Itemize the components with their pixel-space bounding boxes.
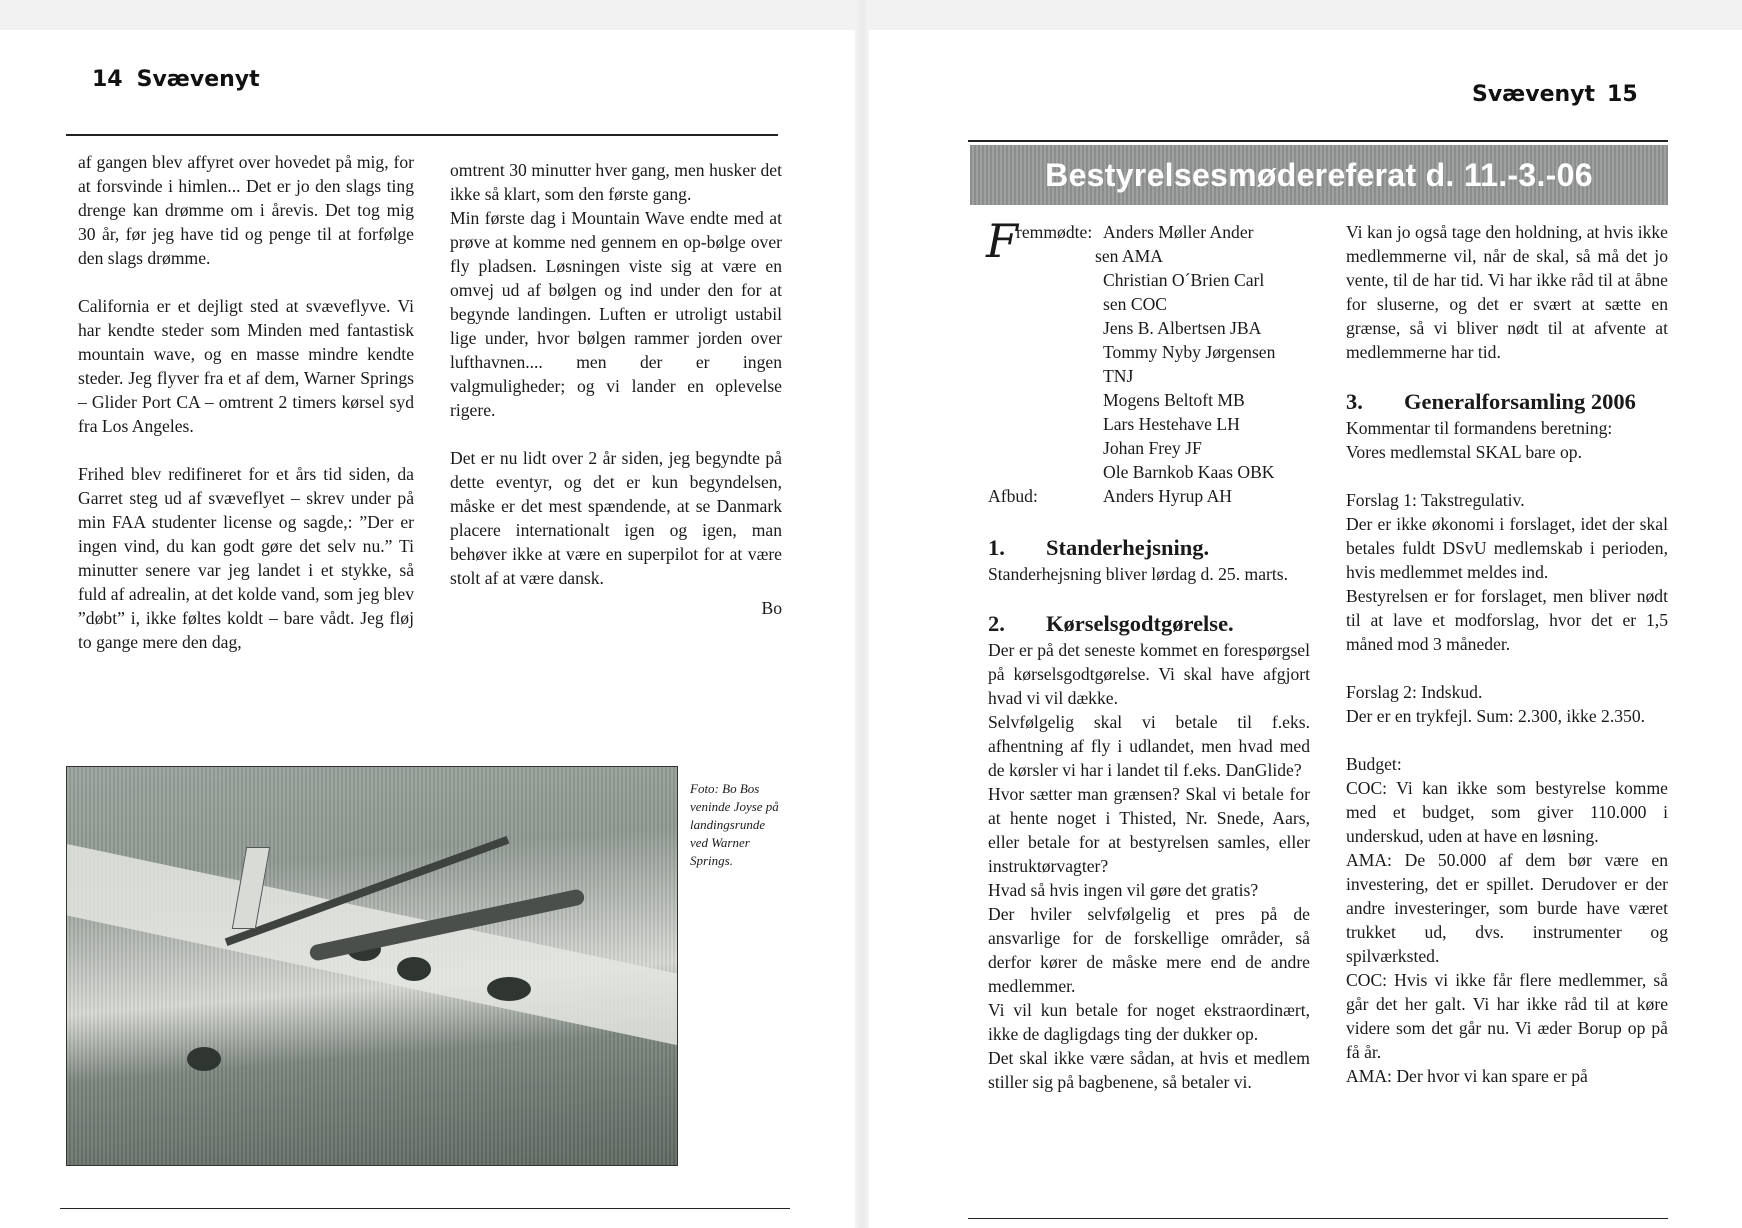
right-footer-rule [968, 1218, 1668, 1219]
right-running-head [1472, 82, 1638, 107]
absent-label: Afbud: [988, 486, 1038, 506]
glider-photo [66, 766, 678, 1166]
paragraph: Budget: [1346, 754, 1402, 774]
paragraph: Kommentar til formandens beretning: [1346, 418, 1613, 438]
photo-tree [397, 957, 431, 981]
section-number: 1. [988, 535, 1005, 560]
paragraph: Selvfølgelig skal vi betale til f.eks. afhentning af fly i udlandet, men hvad med de kørsler vi har i landet til f.eks. DanGlide? [988, 712, 1310, 780]
attendee: Christian O´Brien Carl [1103, 270, 1265, 290]
attendee: Johan Frey JF [1103, 438, 1202, 458]
paragraph: Frihed blev redifineret for et års tid siden, da Garret steg ud af svæveflyet – skrev under på min FAA studenter license og sagde,: ”Der er ingen vind, du kan godt gøre det selv nu.” Ti minutter senere var jeg landet i et stykke, så fuld af adrealin, at det kolde vand, som jeg blev ”døbt” i, ikke føltes koldt – bare vådt. Jeg fløj to gange mere den dag, [78, 464, 414, 652]
paragraph: Standerhejsning bliver lørdag d. 25. marts. [988, 564, 1289, 584]
paragraph: Hvor sætter man grænsen? Skal vi betale for at hente noget i Thisted, Nr. Snede, Aars, eller betale for at bestyrelsen samles, eller instruktørvagter? [988, 784, 1310, 876]
author-signature: Bo [761, 598, 782, 618]
section-3-heading [1346, 388, 1668, 416]
paragraph: Der hviler selvfølgelig et pres på de ansvarlige for de forskellige områder, så derfor kører de måske mere end de andre medlemmer. [988, 904, 1310, 996]
paragraph: AMA: De 50.000 af dem bør være en investering, det er spillet. Derudover er der andre investeringer, som burde have været trukket ud, dvs. instrumenter og spilværksted. [1346, 850, 1668, 966]
paragraph: Bestyrelsen er for forslaget, men bliver nødt til at lave et modforslag, hvor det er 1,5 måned mod 3 måneder. [1346, 586, 1668, 654]
paragraph: AMA: Der hvor vi kan spare er på [1346, 1066, 1588, 1086]
attendance-label: remmødte: [1016, 222, 1093, 242]
paragraph: Forslag 1: Takstregulativ. [1346, 490, 1525, 510]
attendee: TNJ [1103, 366, 1134, 386]
paragraph: COC: Vi kan ikke som bestyrelse komme med et budget, som giver 110.000 i underskud, uden at have en løsning. [1346, 778, 1668, 846]
paragraph: Hvad så hvis ingen vil gøre det gratis? [988, 880, 1259, 900]
left-magazine-title: Svævenyt [136, 67, 260, 92]
paragraph: Der er ikke økonomi i forslaget, idet der skal betales fuldt DSvU medlemskab i perioden, hvis medlemmet meldes ind. [1346, 514, 1668, 582]
attendee: Jens B. Albertsen JBA [1103, 318, 1262, 338]
photo-caption: Foto: Bo Bos veninde Joyse på landingsrunde ved Warner Springs. [690, 781, 779, 868]
section-2-heading [988, 610, 1310, 638]
section-number: 2. [988, 611, 1005, 636]
attendee: Anders Møller Ander [1103, 222, 1254, 242]
dropcap-letter: F [986, 214, 1018, 268]
attendee: Mogens Beltoft MB [1103, 390, 1245, 410]
absent-name: Anders Hyrup AH [1103, 486, 1233, 506]
paragraph: Vi vil kun betale for noget ekstraordinært, ikke de dagligdags ting der dukker op. [988, 1000, 1310, 1044]
photo-tree [187, 1047, 221, 1071]
right-page-number: 15 [1607, 82, 1638, 107]
attendee: Tommy Nyby Jørgensen [1103, 342, 1276, 362]
section-title: Standerhejsning. [1046, 535, 1210, 560]
section-title: Generalforsamling 2006 [1404, 389, 1636, 414]
attendee-list [1095, 220, 1313, 484]
paragraph: Min første dag i Mountain Wave endte med at prøve at komme ned gennem en op-bølge over fly pladsen. Løsningen viste sig at være en omvej ud af bølgen og ind under den for at begynde landingen. Luften er utroligt ustabil lige under, hvor bølgen rammer jorden over lufthavnen.... men der er ingen valgmuligheder; og vi lander en oplevelse rigere. [450, 208, 782, 420]
paragraph: Vi kan jo også tage den holdning, at hvis ikke medlemmerne vil, når de skal, så må det jo vente, til de har tid. Vi har ikke råd til at åbne for sluserne, og det er svært at sætte en grænse, så vi bliver nødt til at afvente at medlemmerne har tid. [1346, 222, 1668, 362]
right-header-rule [968, 140, 1668, 142]
left-header-rule [66, 134, 778, 136]
right-column-1 [988, 534, 1310, 1094]
left-column-2 [450, 158, 782, 620]
attendee: sen AMA [1095, 246, 1163, 266]
attendance-block [986, 214, 1310, 510]
paragraph: omtrent 30 minutter hver gang, men husker det ikke så klart, som den første gang. [450, 160, 782, 204]
paragraph: Der er på det seneste kommet en forespørgsel på kørselsgodtgørelse. Vi skal have afgjort hvad vi vil dække. [988, 640, 1310, 708]
left-column-1 [78, 150, 414, 654]
left-page-number: 14 [92, 67, 123, 92]
banner-title: Bestyrelsesmødereferat d. 11.-3.-06 [970, 145, 1668, 205]
paragraph: Det skal ikke være sådan, at hvis et medlem stiller sig på bagbenene, så betaler vi. [988, 1048, 1310, 1092]
attendee: Ole Barnkob Kaas OBK [1103, 462, 1275, 482]
paragraph: Vores medlemstal SKAL bare op. [1346, 442, 1583, 462]
section-1-heading [988, 534, 1310, 562]
paragraph: Der er en trykfejl. Sum: 2.300, ikke 2.350. [1346, 706, 1646, 726]
section-number: 3. [1346, 389, 1363, 414]
left-running-head [92, 67, 260, 92]
right-column-2 [1346, 220, 1668, 1088]
paragraph: COC: Hvis vi ikke får flere medlemmer, så går det her galt. Vi har ikke råd til at køre videre som det går nu. Vi æder Borup op på få år. [1346, 970, 1668, 1062]
attendee: sen COC [1103, 294, 1168, 314]
right-magazine-title: Svævenyt [1472, 82, 1596, 107]
paragraph: California er et dejligt sted at svæveflyve. Vi har kendte steder som Minden med fantastisk mountain wave, og en masse mindre kendte steder. Jeg flyver fra et af dem, Warner Springs – Glider Port CA – omtrent 2 timers kørsel syd fra Los Angeles. [78, 296, 414, 436]
photo-tree [487, 977, 531, 1001]
section-title: Kørselsgodtgørelse. [1046, 611, 1234, 636]
paragraph: af gangen blev affyret over hovedet på mig, for at forsvinde i himlen... Det er jo den slags ting drenge kan drømme om i årevis. Det tog mig 30 år, før jeg have tid og penge til at forfølge den slags drømme. [78, 152, 414, 268]
paragraph: Det er nu lidt over 2 år siden, jeg begyndte på dette eventyr, og det er kun begyndelsen, måske er det mest spændende, at se Danmark placere internationalt igen og igen, man behøver ikke at være en superpilot for at være stolt af at være dansk. [450, 448, 782, 588]
paragraph: Forslag 2: Indskud. [1346, 682, 1483, 702]
left-footer-rule [60, 1208, 790, 1209]
attendee: Lars Hestehave LH [1103, 414, 1240, 434]
